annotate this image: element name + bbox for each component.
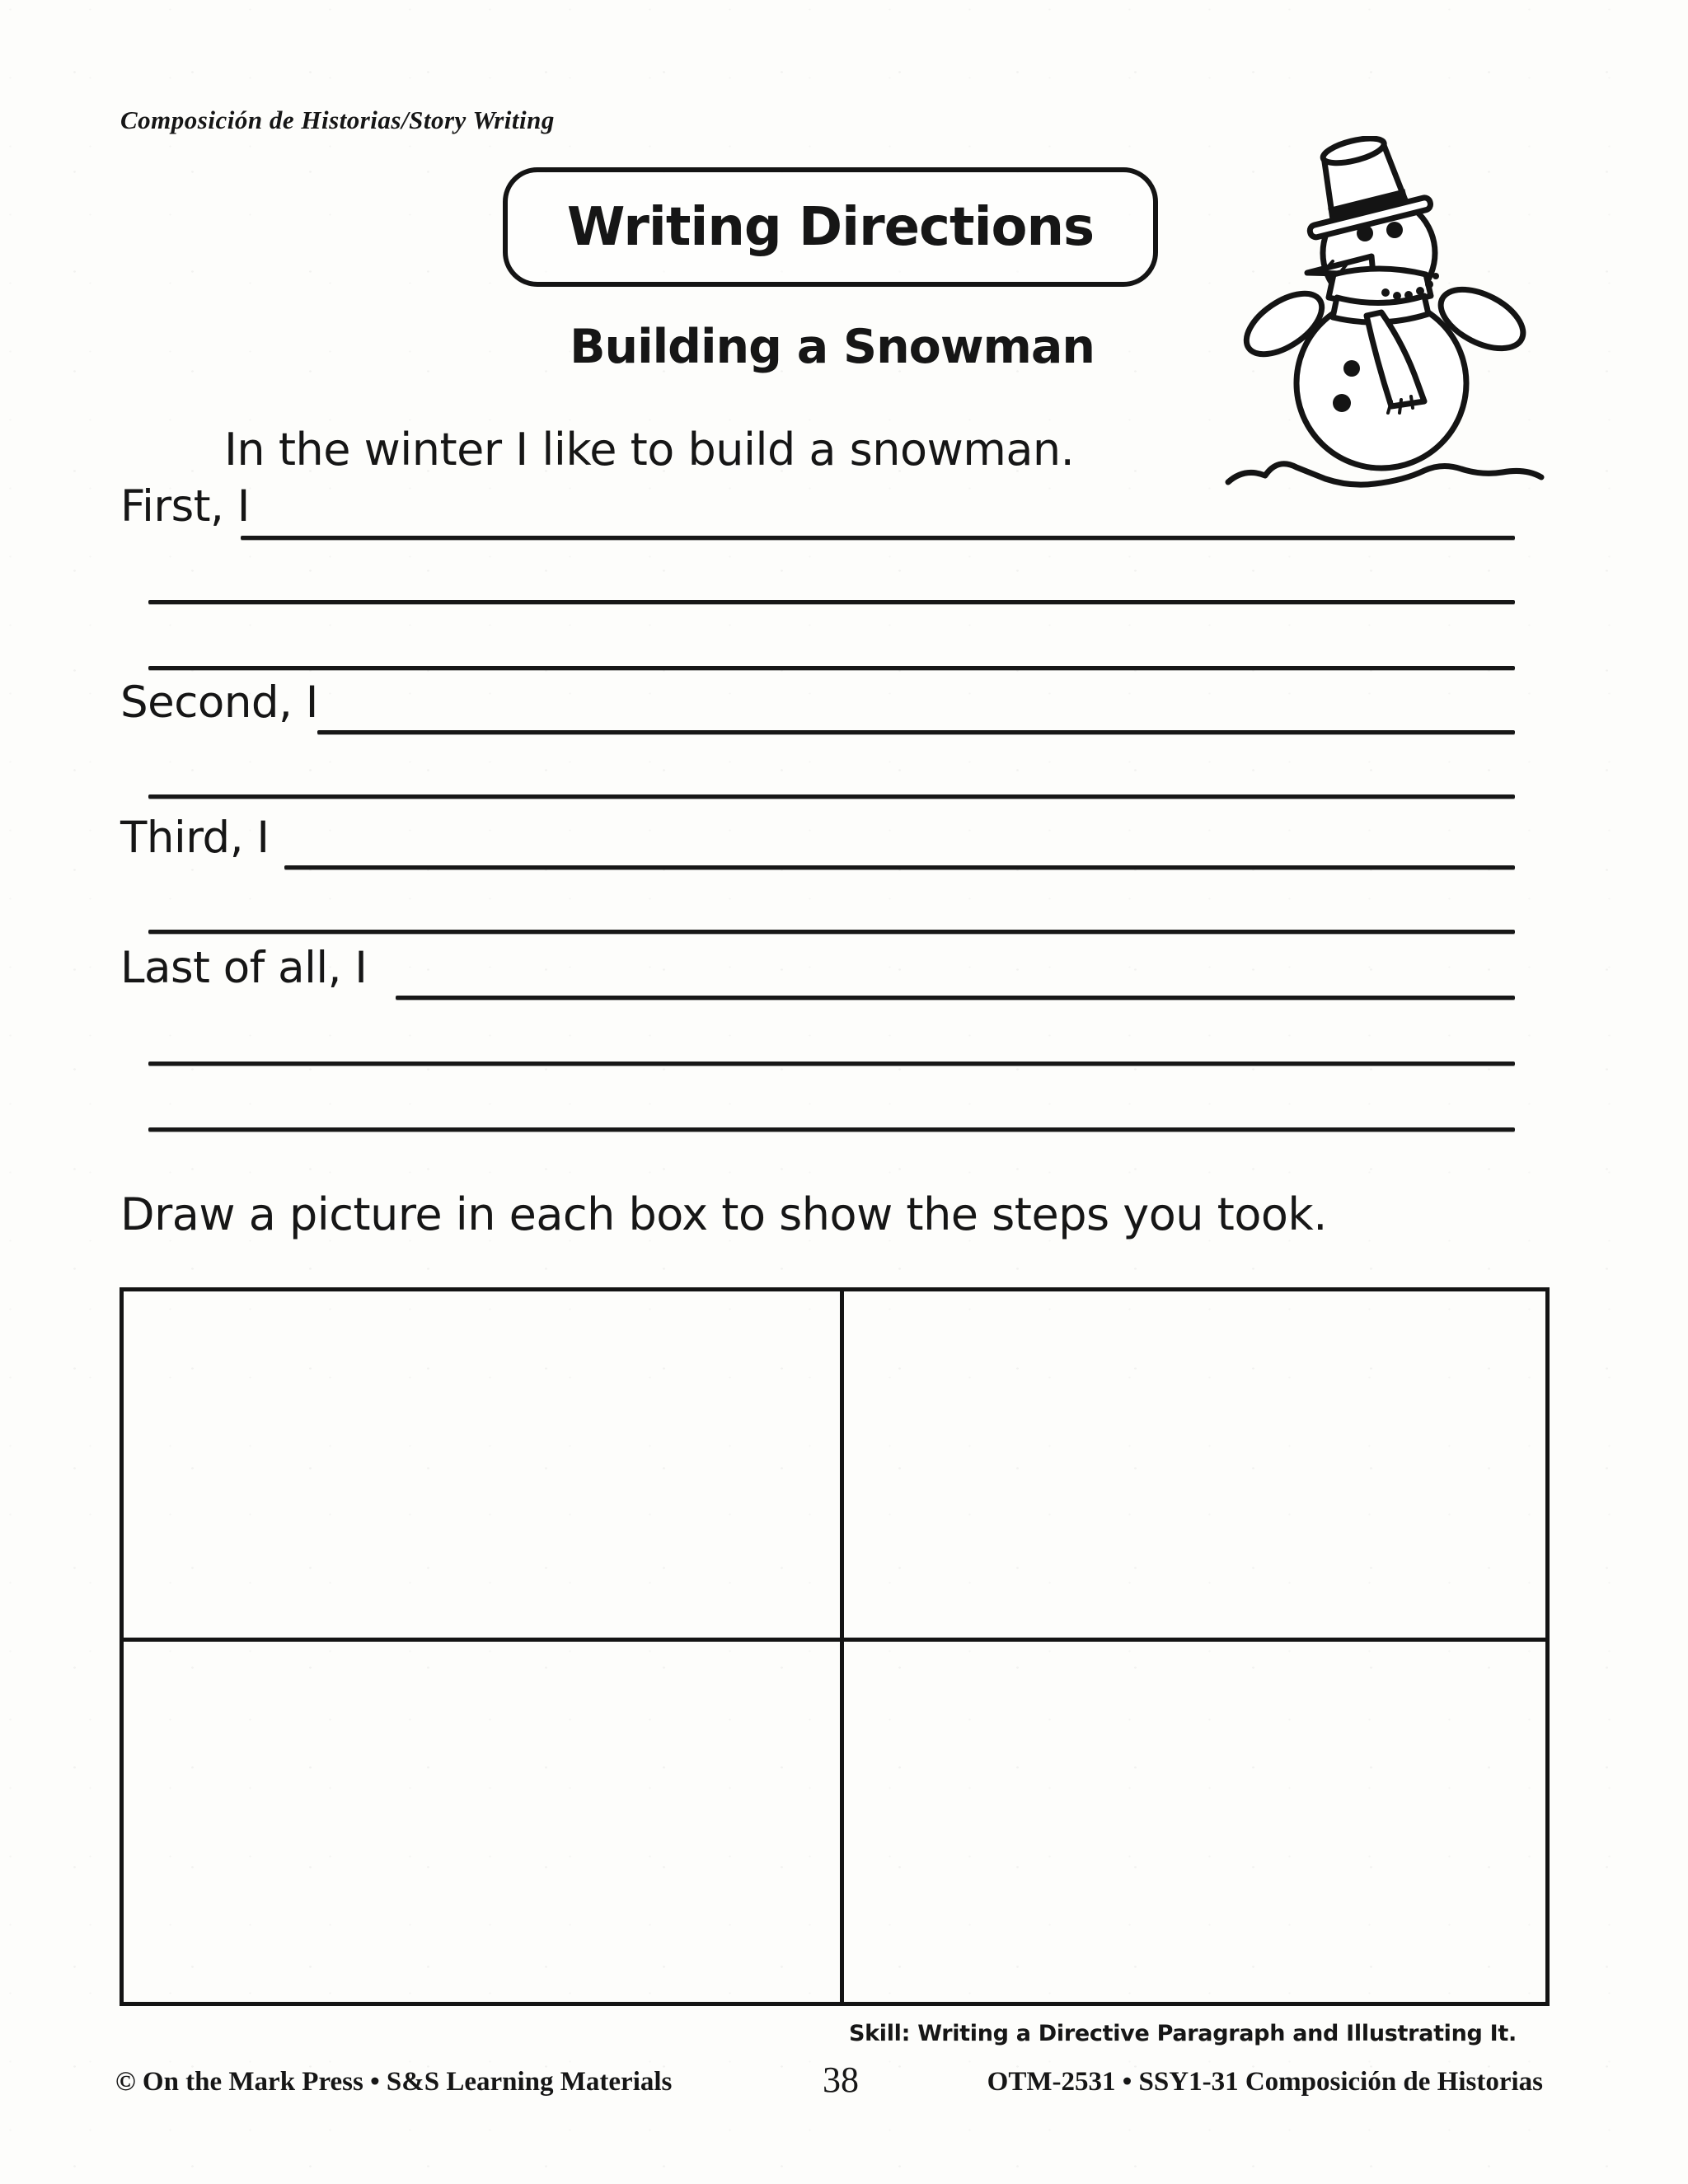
prompt-label-first: First, I: [120, 481, 250, 532]
snowman-icon: [1220, 136, 1550, 499]
writing-line[interactable]: [148, 666, 1515, 670]
button-bottom: [1333, 394, 1351, 412]
writing-line-last[interactable]: [396, 996, 1515, 1000]
footer-code: OTM-2531 • SSY1-31 Composición de Historias: [987, 2067, 1543, 2097]
intro-sentence: In the winter I like to build a snowman.: [224, 424, 1075, 476]
left-eye: [1357, 225, 1373, 241]
drawing-box-3[interactable]: [124, 1642, 844, 2002]
writing-line[interactable]: [148, 1127, 1515, 1132]
page-subtitle: Building a Snowman: [570, 320, 1095, 374]
drawing-box-4[interactable]: [844, 1642, 1545, 2002]
title-box: [503, 167, 1158, 287]
drawing-grid: [120, 1287, 1550, 2006]
drawing-box-1[interactable]: [124, 1291, 844, 1642]
writing-line-second[interactable]: [317, 730, 1515, 734]
writing-line[interactable]: [148, 794, 1515, 799]
writing-line[interactable]: [148, 930, 1515, 934]
writing-line-third[interactable]: [284, 865, 1515, 869]
drawing-box-2[interactable]: [844, 1291, 1545, 1642]
page-title: Writing Directions: [566, 196, 1095, 258]
button-top: [1343, 360, 1360, 377]
footer-publisher: © On the Mark Press • S&S Learning Materials: [115, 2067, 673, 2097]
draw-instruction: Draw a picture in each box to show the steps you took.: [120, 1188, 1327, 1240]
writing-line[interactable]: [148, 1062, 1515, 1066]
section-header: Composición de Historias/Story Writing: [120, 105, 555, 134]
page-number: 38: [823, 2060, 859, 2100]
prompt-label-third: Third, I: [120, 813, 270, 863]
prompt-label-last: Last of all, I: [120, 943, 368, 993]
prompt-label-second: Second, I: [120, 677, 318, 728]
writing-line[interactable]: [148, 600, 1515, 604]
writing-line-first[interactable]: [241, 536, 1515, 540]
skill-note: Skill: Writing a Directive Paragraph and Illustrating It.: [848, 2021, 1517, 2046]
right-eye: [1386, 222, 1403, 238]
